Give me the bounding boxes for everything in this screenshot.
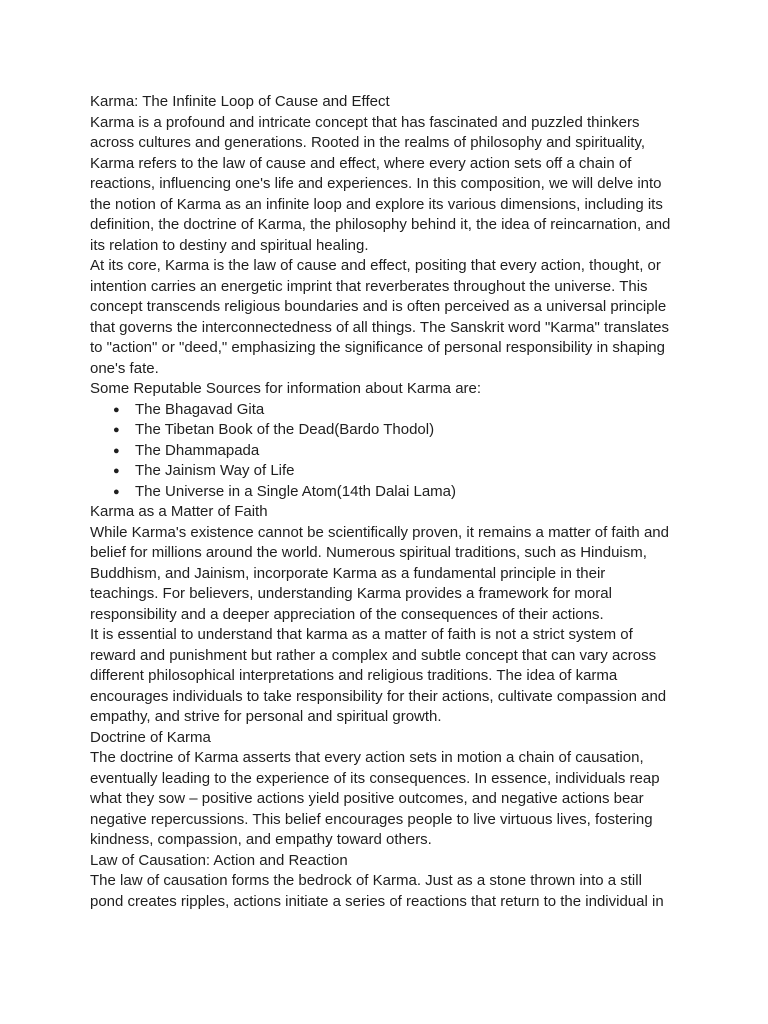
sources-intro: Some Reputable Sources for information about Karma are: [90,380,482,397]
sources-list [90,400,676,503]
faith-paragraph-1: While Karma's existence cannot be scientifically proven, it remains a matter of faith and belief for millions around the world. Numerous spiritual traditions, such as Hinduism, Buddhism, and Jainism, incorporate Karma as a fundamental principle in their teachings. For believers, understanding Karma provides a framework for moral responsibility and a deeper appreciation of the consequences of their actions. [90,523,669,623]
doctrine-paragraph: The doctrine of Karma asserts that every action sets in motion a chain of causation, eventually leading to the experience of its consequences. In essence, individuals reap what they sow – positive actions yield positive outcomes, and negative actions bear negative repercussions. This belief encourages people to live virtuous lives, fostering kindness, compassion, and empathy toward others. [90,749,660,848]
bullet-icon: ● [113,465,120,477]
doctrine-heading: Doctrine of Karma [90,728,211,746]
core-paragraph: At its core, Karma is the law of cause and effect, positing that every action, thought, or intention carries an energetic imprint that reverberates throughout the universe. This concept transcends religious boundaries and is often perceived as a universal principle that governs the interconnectedness of all things. The Sanskrit word "Karma" translates to "action" or "deed," emphasizing the significance of personal responsibility in shaping one's fate. [90,257,670,377]
causation-paragraph: The law of causation forms the bedrock of Karma. Just as a stone thrown into a still pond creates ripples, actions initiate a series of reactions that return to the individual in [90,872,664,910]
list-item: ● The Bhagavad Gita [135,400,676,421]
list-item: ● The Universe in a Single Atom(14th Dalai Lama) [135,482,676,503]
intro-paragraph: Karma is a profound and intricate concept that has fascinated and puzzled thinkers across cultures and generations. Rooted in the realms of philosophy and spirituality, Karma refers to the law of cause and effect, where every action sets off a chain of reactions, influencing one's life and experiences. In this composition, we will delve into the notion of Karma as an infinite loop and explore its various dimensions, including its definition, the doctrine of Karma, the philosophy behind it, the idea of reincarnation, and its relation to destiny and spiritual healing. [90,113,671,254]
list-item: ● The Jainism Way of Life [135,461,676,482]
faith-heading: Karma as a Matter of Faith [90,503,268,520]
bullet-icon: ● [113,424,120,436]
document-title: Karma: The Infinite Loop of Cause and Effect [90,93,390,110]
bullet-icon: ● [113,444,120,457]
bullet-icon: ● [113,485,120,498]
bullet-icon: ● [113,403,120,416]
list-item: ● The Dhammapada [135,441,676,462]
faith-paragraph-2: It is essential to understand that karma as a matter of faith is not a strict system of reward and punishment but rather a complex and subtle concept that can vary across different philosophical interpretations and religious traditions. The idea of karma encourages individuals to take responsibility for their actions, cultivate compassion and empathy, and strive for personal and spiritual growth. [90,626,667,725]
causation-heading: Law of Causation: Action and Reaction [90,851,348,869]
list-item: ● The Tibetan Book of the Dead(Bardo Thodol) [135,420,676,441]
document-page [90,92,676,912]
